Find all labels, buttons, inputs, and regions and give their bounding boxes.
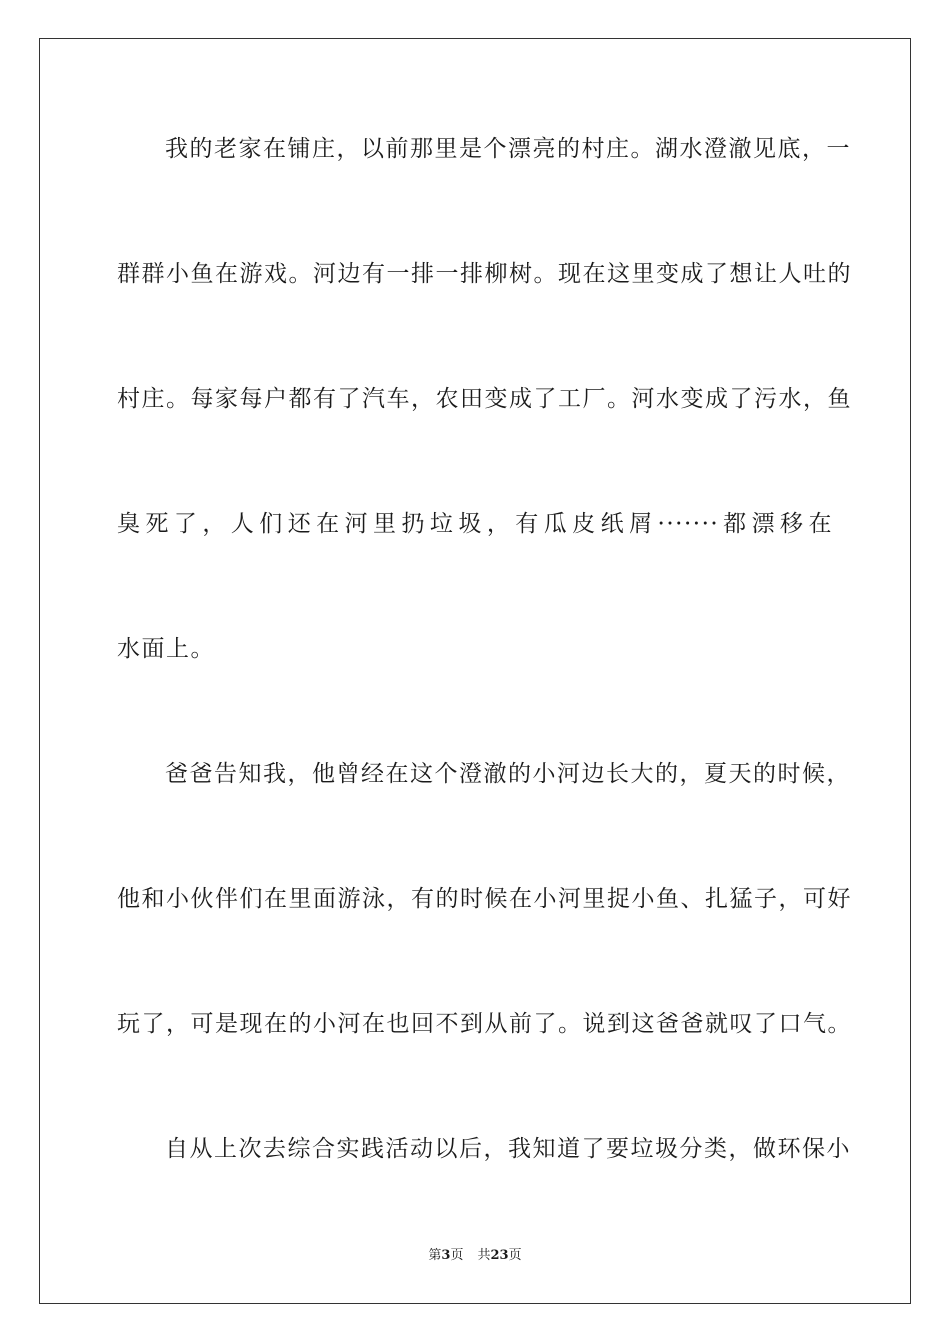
- total-pages: 23: [490, 1248, 509, 1263]
- page-frame: [39, 38, 911, 1304]
- total-suffix: 页: [508, 1248, 522, 1263]
- total-prefix: 共: [477, 1248, 491, 1263]
- paragraph-1-line-1: 我的老家在铺庄，以前那里是个漂亮的村庄。湖水澄澈见底，一: [165, 136, 851, 162]
- paragraph-2-line-2: 他和小伙伴们在里面游泳，有的时候在小河里捉小鱼、扎猛子，可好: [117, 886, 852, 912]
- paragraph-3-line-1: 自从上次去综合实践活动以后，我知道了要垃圾分类，做环保小: [165, 1136, 851, 1162]
- paragraph-1-line-5: 水面上。: [117, 636, 215, 662]
- page-number: 3: [441, 1248, 451, 1263]
- page-footer: [0, 1248, 950, 1264]
- page-prefix: 第: [428, 1248, 442, 1263]
- paragraph-2-line-3: 玩了，可是现在的小河在也回不到从前了。说到这爸爸就叹了口气。: [117, 1011, 852, 1037]
- paragraph-1-line-2: 群群小鱼在游戏。河边有一排一排柳树。现在这里变成了想让人吐的: [117, 261, 852, 287]
- page-suffix: 页: [450, 1248, 464, 1263]
- paragraph-1-line-4: 臭死了，人们还在河里扔垃圾，有瓜皮纸屑·······都漂移在: [117, 511, 833, 537]
- paragraph-1-line-3: 村庄。每家每户都有了汽车，农田变成了工厂。河水变成了污水，鱼: [117, 386, 852, 412]
- paragraph-2-line-1: 爸爸告知我，他曾经在这个澄澈的小河边长大的，夏天的时候，: [165, 761, 851, 787]
